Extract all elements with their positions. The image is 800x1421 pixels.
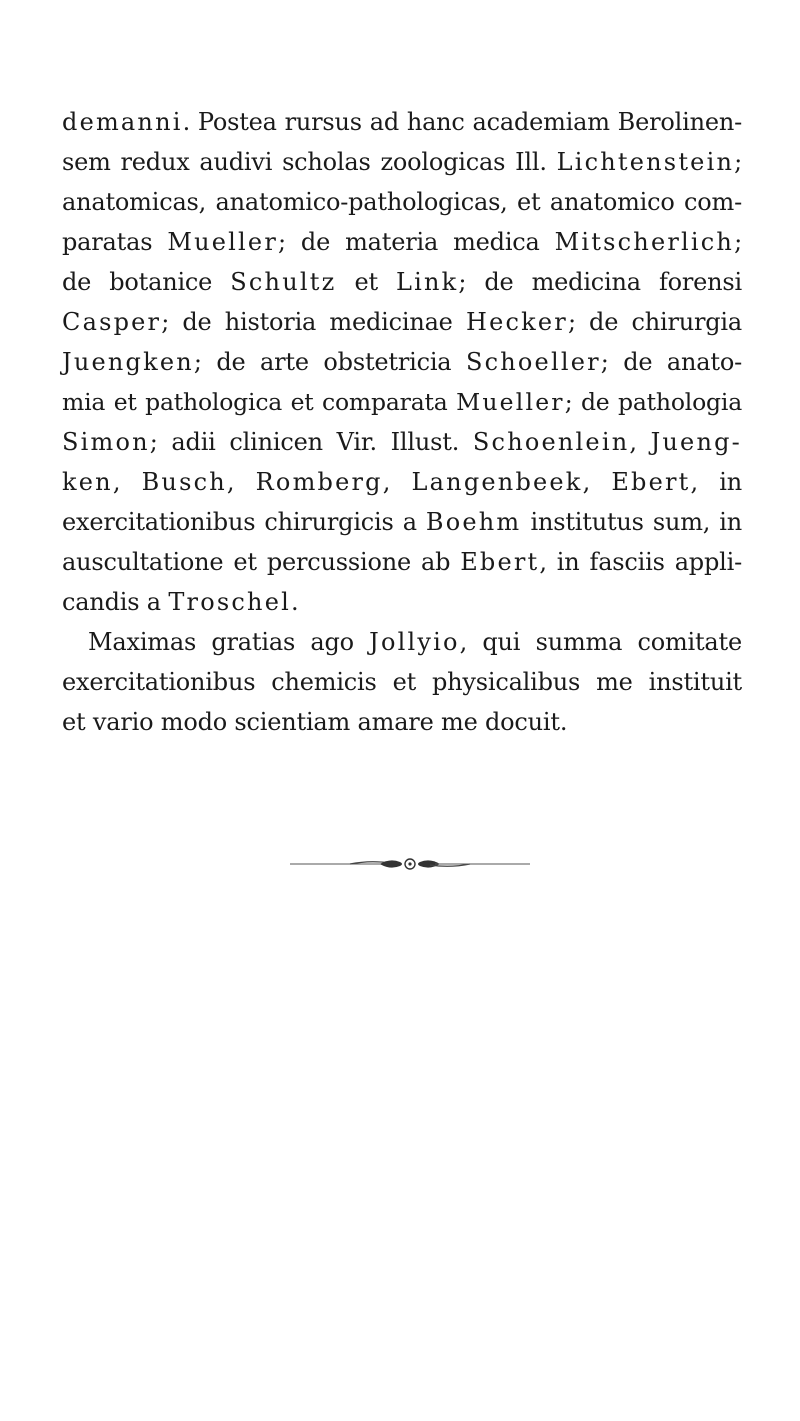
text-run: , in [690, 468, 743, 496]
text-run: candis a [62, 588, 169, 616]
text-run: ; de chirurgia [567, 308, 742, 336]
text-run: , [226, 468, 256, 496]
text-line [62, 462, 742, 502]
text-run: et [336, 268, 396, 296]
text-run: paratas [62, 228, 168, 256]
text-run: exercitationibus chirurgicis a [62, 508, 426, 536]
spaced-name: ken [62, 468, 113, 496]
text-run: Maximas gratias ago [88, 628, 370, 656]
text-run: . Postea rursus ad hanc academiam Berolinen- [182, 108, 742, 136]
text-run: ; de historia medicinae [161, 308, 466, 336]
spaced-name: Juengken [62, 348, 194, 376]
text-run: ; [734, 228, 742, 256]
text-run: ; [734, 148, 742, 176]
text-run: , in fasciis appli- [539, 548, 742, 576]
spaced-name: Simon [62, 428, 150, 456]
text-line [62, 142, 742, 182]
spaced-name: Romberg [255, 468, 383, 496]
spaced-name: Langenbeek [411, 468, 583, 496]
text-run: , qui summa comitate [459, 628, 742, 656]
spaced-name: Troschel [168, 588, 291, 616]
text-line [62, 622, 742, 662]
spaced-name: Schultz [230, 268, 337, 296]
spaced-name: Jollyio [369, 628, 460, 656]
text-run: et vario modo scientiam amare me docuit. [62, 708, 568, 736]
spaced-name: Schoenlein [472, 428, 630, 456]
text-line [62, 502, 742, 542]
spaced-name: Mueller [167, 228, 279, 256]
spaced-name: Mitscherlich [554, 228, 735, 256]
spaced-name: Ebert [460, 548, 540, 576]
text-line [62, 422, 742, 462]
spaced-name: Casper [62, 308, 162, 336]
text-run: sem redux audivi scholas zoologicas Ill. [62, 148, 557, 176]
text-line [62, 582, 742, 622]
spaced-name: demanni [62, 108, 183, 136]
spaced-name: Schoeller [465, 348, 601, 376]
text-line [62, 342, 742, 382]
text-run: , [582, 468, 612, 496]
text-line [62, 262, 742, 302]
spaced-name: Hecker [465, 308, 568, 336]
text-line [62, 382, 742, 422]
text-line [62, 222, 742, 262]
text-run: ; de medicina forensi [458, 268, 743, 296]
text-line [62, 182, 742, 222]
spaced-name: Ebert [611, 468, 691, 496]
spaced-name: Link [396, 268, 459, 296]
body-text [62, 102, 742, 742]
decorative-rule-icon [290, 854, 530, 874]
text-run: , [629, 428, 651, 456]
text-run: . [290, 588, 299, 616]
text-line [62, 702, 742, 742]
spaced-name: Busch [141, 468, 227, 496]
text-run: de botanice [62, 268, 231, 296]
text-run: , [382, 468, 412, 496]
text-line [62, 542, 742, 582]
text-line [62, 662, 742, 702]
spaced-name: Mueller [456, 388, 565, 416]
text-run: ; de materia medica [278, 228, 555, 256]
text-run: , [112, 468, 142, 496]
text-run: ; de pathologia [564, 388, 743, 416]
text-run: auscultatione et percussione ab [62, 548, 461, 576]
spaced-name: Jueng- [650, 428, 742, 456]
text-run: ; de anato- [600, 348, 742, 376]
text-run: ; de arte obstetricia [193, 348, 466, 376]
text-run: institutus sum, in [521, 508, 742, 536]
text-run: anatomicas, anatomico-pathologicas, et anatomico com- [62, 188, 742, 216]
text-run: exercitationibus chemicis et physicalibus me instituit [62, 668, 742, 696]
text-run: mia et pathologica et comparata [62, 388, 457, 416]
text-line [62, 302, 742, 342]
text-line [62, 102, 742, 142]
text-run: ; adii clinicen Vir. Illust. [149, 428, 473, 456]
spaced-name: Lichtenstein [556, 148, 735, 176]
spaced-name: Boehm [425, 508, 522, 536]
